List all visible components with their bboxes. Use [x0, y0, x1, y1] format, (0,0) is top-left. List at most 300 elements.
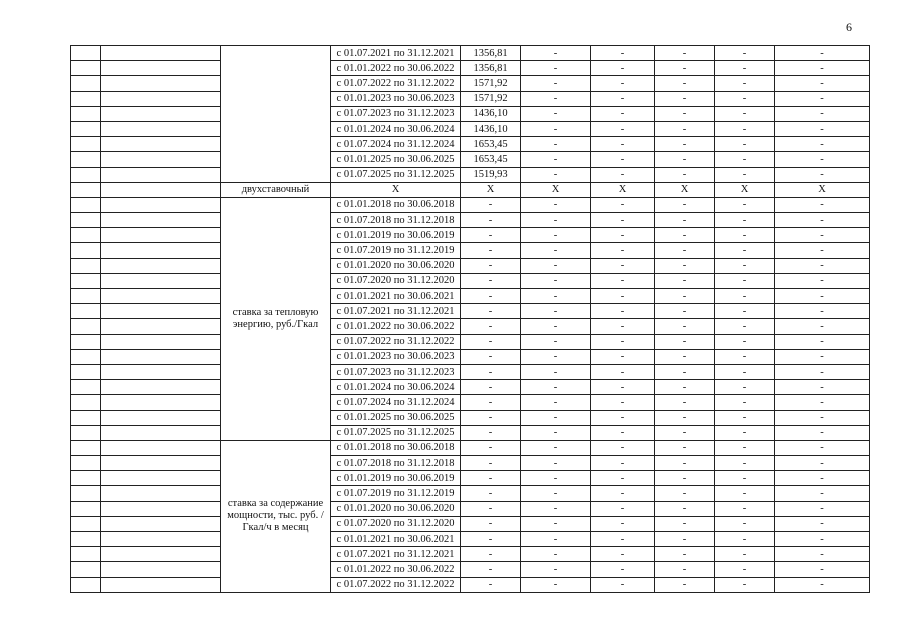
value-cell: - — [521, 380, 591, 395]
value-cell: - — [775, 395, 870, 410]
table-row — [71, 182, 870, 197]
value-cell: - — [655, 486, 715, 501]
value-cell: - — [461, 532, 521, 547]
value-cell: - — [775, 137, 870, 152]
row-number-cell — [71, 258, 101, 273]
value-cell: - — [461, 289, 521, 304]
table-row — [71, 213, 870, 228]
row-number-cell — [71, 440, 101, 455]
row-number-cell — [71, 547, 101, 562]
value-cell: - — [775, 380, 870, 395]
value-cell: - — [521, 516, 591, 531]
value-cell: - — [655, 289, 715, 304]
value-cell: - — [715, 380, 775, 395]
value-cell: - — [591, 319, 655, 334]
row-number-cell — [71, 349, 101, 364]
row-number-cell — [71, 46, 101, 61]
value-cell: - — [591, 501, 655, 516]
value-cell: - — [591, 456, 655, 471]
period-cell: с 01.07.2023 по 31.12.2023 — [331, 364, 461, 379]
value-cell: - — [591, 395, 655, 410]
organization-cell — [101, 440, 221, 455]
value-cell: - — [521, 349, 591, 364]
row-number-cell — [71, 91, 101, 106]
value-cell: - — [591, 46, 655, 61]
organization-cell — [101, 182, 221, 197]
value-cell: - — [715, 76, 775, 91]
rate-type-label — [221, 46, 331, 183]
value-cell: - — [521, 289, 591, 304]
row-number-cell — [71, 486, 101, 501]
value-cell: - — [775, 486, 870, 501]
value-cell: - — [521, 243, 591, 258]
value-cell: - — [521, 167, 591, 182]
value-cell: - — [715, 425, 775, 440]
row-number-cell — [71, 456, 101, 471]
period-cell: с 01.07.2024 по 31.12.2024 — [331, 395, 461, 410]
rate-type-label: ставка за содержание мощности, тыс. руб. /Гкал/ч в месяц — [221, 440, 331, 592]
value-cell: - — [715, 349, 775, 364]
value-cell: X — [521, 182, 591, 197]
value-cell: - — [591, 197, 655, 212]
value-cell: - — [775, 197, 870, 212]
value-cell: - — [715, 61, 775, 76]
period-cell: с 01.01.2018 по 30.06.2018 — [331, 440, 461, 455]
value-cell: - — [655, 334, 715, 349]
table-row — [71, 456, 870, 471]
value-cell: - — [591, 76, 655, 91]
table-row — [71, 197, 870, 212]
table-row — [71, 516, 870, 531]
value-cell: - — [521, 410, 591, 425]
value-cell: - — [461, 228, 521, 243]
value-cell: - — [715, 516, 775, 531]
value-cell: 1571,92 — [461, 76, 521, 91]
row-number-cell — [71, 334, 101, 349]
value-cell: - — [775, 334, 870, 349]
period-cell: с 01.07.2022 по 31.12.2022 — [331, 76, 461, 91]
value-cell: - — [715, 410, 775, 425]
value-cell: - — [591, 289, 655, 304]
value-cell: - — [655, 273, 715, 288]
period-cell: с 01.01.2025 по 30.06.2025 — [331, 410, 461, 425]
value-cell: - — [591, 547, 655, 562]
value-cell: - — [461, 471, 521, 486]
value-cell: - — [655, 395, 715, 410]
value-cell: - — [775, 364, 870, 379]
value-cell: - — [715, 304, 775, 319]
value-cell: - — [461, 243, 521, 258]
period-cell: с 01.01.2019 по 30.06.2019 — [331, 471, 461, 486]
organization-cell — [101, 532, 221, 547]
value-cell: - — [715, 213, 775, 228]
period-cell: с 01.07.2021 по 31.12.2021 — [331, 304, 461, 319]
value-cell: - — [521, 137, 591, 152]
organization-cell — [101, 577, 221, 592]
value-cell: - — [461, 304, 521, 319]
value-cell: - — [591, 152, 655, 167]
value-cell: - — [461, 395, 521, 410]
table-row — [71, 304, 870, 319]
value-cell: - — [715, 243, 775, 258]
value-cell: - — [591, 577, 655, 592]
value-cell: - — [715, 456, 775, 471]
value-cell: - — [655, 425, 715, 440]
value-cell: - — [715, 364, 775, 379]
value-cell: - — [775, 289, 870, 304]
organization-cell — [101, 547, 221, 562]
value-cell: - — [461, 425, 521, 440]
value-cell: - — [715, 91, 775, 106]
value-cell: - — [715, 258, 775, 273]
value-cell: - — [715, 440, 775, 455]
organization-cell — [101, 121, 221, 136]
value-cell: - — [521, 273, 591, 288]
value-cell: - — [655, 121, 715, 136]
value-cell: - — [715, 228, 775, 243]
value-cell: - — [655, 197, 715, 212]
organization-cell — [101, 46, 221, 61]
value-cell: - — [775, 562, 870, 577]
organization-cell — [101, 304, 221, 319]
table-row — [71, 547, 870, 562]
value-cell: - — [655, 577, 715, 592]
value-cell: - — [591, 562, 655, 577]
value-cell: - — [715, 289, 775, 304]
organization-cell — [101, 106, 221, 121]
value-cell: - — [775, 91, 870, 106]
period-cell: X — [331, 182, 461, 197]
value-cell: - — [715, 562, 775, 577]
table-row — [71, 562, 870, 577]
row-number-cell — [71, 471, 101, 486]
table-row — [71, 410, 870, 425]
organization-cell — [101, 501, 221, 516]
row-number-cell — [71, 137, 101, 152]
value-cell: - — [775, 61, 870, 76]
value-cell: - — [775, 258, 870, 273]
organization-cell — [101, 273, 221, 288]
value-cell: - — [775, 304, 870, 319]
value-cell: - — [521, 76, 591, 91]
value-cell: - — [715, 547, 775, 562]
organization-cell — [101, 425, 221, 440]
value-cell: - — [591, 334, 655, 349]
value-cell: - — [715, 167, 775, 182]
value-cell: - — [775, 410, 870, 425]
value-cell: - — [521, 471, 591, 486]
value-cell: - — [461, 486, 521, 501]
value-cell: 1519,93 — [461, 167, 521, 182]
table-row — [71, 501, 870, 516]
value-cell: - — [655, 258, 715, 273]
organization-cell — [101, 516, 221, 531]
value-cell: - — [461, 380, 521, 395]
value-cell: - — [655, 349, 715, 364]
value-cell: - — [715, 197, 775, 212]
period-cell: с 01.07.2020 по 31.12.2020 — [331, 516, 461, 531]
value-cell: - — [655, 304, 715, 319]
value-cell: - — [775, 471, 870, 486]
table-row — [71, 486, 870, 501]
value-cell: - — [715, 334, 775, 349]
row-number-cell — [71, 121, 101, 136]
period-cell: с 01.07.2020 по 31.12.2020 — [331, 273, 461, 288]
value-cell: - — [775, 228, 870, 243]
value-cell: - — [521, 152, 591, 167]
period-cell: с 01.07.2025 по 31.12.2025 — [331, 167, 461, 182]
value-cell: 1653,45 — [461, 152, 521, 167]
value-cell: - — [655, 364, 715, 379]
value-cell: - — [591, 258, 655, 273]
value-cell: - — [461, 410, 521, 425]
value-cell: - — [655, 471, 715, 486]
table-row — [71, 425, 870, 440]
value-cell: - — [521, 425, 591, 440]
value-cell: - — [655, 547, 715, 562]
value-cell: - — [655, 243, 715, 258]
value-cell: - — [591, 532, 655, 547]
table-row — [71, 349, 870, 364]
value-cell: - — [655, 76, 715, 91]
value-cell: - — [655, 501, 715, 516]
row-number-cell — [71, 304, 101, 319]
value-cell: - — [775, 167, 870, 182]
value-cell: 1653,45 — [461, 137, 521, 152]
row-number-cell — [71, 76, 101, 91]
table-row — [71, 273, 870, 288]
organization-cell — [101, 91, 221, 106]
value-cell: - — [521, 364, 591, 379]
value-cell: - — [521, 395, 591, 410]
value-cell: - — [775, 425, 870, 440]
value-cell: - — [591, 243, 655, 258]
value-cell: - — [521, 486, 591, 501]
organization-cell — [101, 486, 221, 501]
table-row — [71, 106, 870, 121]
value-cell: - — [521, 91, 591, 106]
period-cell: с 01.01.2022 по 30.06.2022 — [331, 562, 461, 577]
value-cell: - — [775, 76, 870, 91]
value-cell: - — [461, 213, 521, 228]
value-cell: - — [655, 213, 715, 228]
tariff-table — [70, 45, 870, 593]
period-cell: с 01.07.2022 по 31.12.2022 — [331, 577, 461, 592]
period-cell: с 01.01.2020 по 30.06.2020 — [331, 258, 461, 273]
row-number-cell — [71, 410, 101, 425]
value-cell: - — [461, 577, 521, 592]
value-cell: - — [461, 319, 521, 334]
period-cell: с 01.01.2024 по 30.06.2024 — [331, 121, 461, 136]
table-body — [71, 46, 870, 593]
period-cell: с 01.07.2024 по 31.12.2024 — [331, 137, 461, 152]
value-cell: - — [715, 532, 775, 547]
table-row — [71, 258, 870, 273]
value-cell: - — [591, 91, 655, 106]
value-cell: - — [591, 486, 655, 501]
organization-cell — [101, 334, 221, 349]
row-number-cell — [71, 516, 101, 531]
table-row — [71, 577, 870, 592]
value-cell: - — [715, 106, 775, 121]
value-cell: - — [591, 364, 655, 379]
value-cell: X — [591, 182, 655, 197]
table-row — [71, 243, 870, 258]
value-cell: - — [461, 562, 521, 577]
organization-cell — [101, 364, 221, 379]
value-cell: - — [655, 91, 715, 106]
value-cell: - — [591, 516, 655, 531]
value-cell: - — [715, 152, 775, 167]
row-number-cell — [71, 243, 101, 258]
table-row — [71, 152, 870, 167]
value-cell: 1356,81 — [461, 61, 521, 76]
row-number-cell — [71, 182, 101, 197]
value-cell: - — [591, 273, 655, 288]
row-number-cell — [71, 289, 101, 304]
period-cell: с 01.07.2019 по 31.12.2019 — [331, 243, 461, 258]
table-row — [71, 395, 870, 410]
table-row — [71, 76, 870, 91]
value-cell: - — [521, 501, 591, 516]
rate-type-label: двухставочный — [221, 182, 331, 197]
organization-cell — [101, 197, 221, 212]
row-number-cell — [71, 562, 101, 577]
value-cell: - — [591, 106, 655, 121]
value-cell: - — [715, 319, 775, 334]
row-number-cell — [71, 364, 101, 379]
period-cell: с 01.01.2023 по 30.06.2023 — [331, 349, 461, 364]
period-cell: с 01.07.2018 по 31.12.2018 — [331, 213, 461, 228]
table-row — [71, 334, 870, 349]
value-cell: - — [591, 440, 655, 455]
value-cell: 1571,92 — [461, 91, 521, 106]
organization-cell — [101, 395, 221, 410]
row-number-cell — [71, 61, 101, 76]
organization-cell — [101, 213, 221, 228]
organization-cell — [101, 471, 221, 486]
row-number-cell — [71, 395, 101, 410]
organization-cell — [101, 289, 221, 304]
value-cell: X — [655, 182, 715, 197]
period-cell: с 01.01.2022 по 30.06.2022 — [331, 61, 461, 76]
value-cell: - — [775, 456, 870, 471]
value-cell: - — [521, 304, 591, 319]
value-cell: - — [521, 577, 591, 592]
value-cell: - — [775, 440, 870, 455]
value-cell: - — [715, 121, 775, 136]
value-cell: - — [775, 273, 870, 288]
period-cell: с 01.01.2019 по 30.06.2019 — [331, 228, 461, 243]
value-cell: - — [655, 410, 715, 425]
organization-cell — [101, 319, 221, 334]
value-cell: X — [775, 182, 870, 197]
value-cell: - — [591, 167, 655, 182]
table-row — [71, 228, 870, 243]
value-cell: - — [775, 547, 870, 562]
value-cell: - — [521, 213, 591, 228]
row-number-cell — [71, 380, 101, 395]
period-cell: с 01.07.2019 по 31.12.2019 — [331, 486, 461, 501]
period-cell: с 01.07.2021 по 31.12.2021 — [331, 547, 461, 562]
row-number-cell — [71, 197, 101, 212]
value-cell: 1436,10 — [461, 121, 521, 136]
value-cell: - — [521, 106, 591, 121]
value-cell: - — [655, 152, 715, 167]
value-cell: 1436,10 — [461, 106, 521, 121]
table-row — [71, 137, 870, 152]
value-cell: - — [715, 395, 775, 410]
value-cell: - — [461, 547, 521, 562]
value-cell: - — [461, 440, 521, 455]
period-cell: с 01.07.2025 по 31.12.2025 — [331, 425, 461, 440]
organization-cell — [101, 410, 221, 425]
value-cell: - — [775, 516, 870, 531]
organization-cell — [101, 243, 221, 258]
value-cell: - — [521, 121, 591, 136]
value-cell: - — [655, 440, 715, 455]
organization-cell — [101, 61, 221, 76]
organization-cell — [101, 137, 221, 152]
row-number-cell — [71, 106, 101, 121]
period-cell: с 01.01.2025 по 30.06.2025 — [331, 152, 461, 167]
table-row — [71, 46, 870, 61]
value-cell: - — [461, 197, 521, 212]
value-cell: - — [591, 380, 655, 395]
organization-cell — [101, 167, 221, 182]
value-cell: - — [521, 562, 591, 577]
value-cell: - — [591, 349, 655, 364]
value-cell: - — [591, 304, 655, 319]
period-cell: с 01.07.2018 по 31.12.2018 — [331, 456, 461, 471]
value-cell: - — [655, 61, 715, 76]
period-cell: с 01.01.2023 по 30.06.2023 — [331, 91, 461, 106]
value-cell: - — [715, 137, 775, 152]
value-cell: 1356,81 — [461, 46, 521, 61]
organization-cell — [101, 76, 221, 91]
value-cell: - — [775, 243, 870, 258]
value-cell: - — [655, 167, 715, 182]
value-cell: - — [521, 440, 591, 455]
row-number-cell — [71, 167, 101, 182]
value-cell: - — [655, 228, 715, 243]
period-cell: с 01.01.2018 по 30.06.2018 — [331, 197, 461, 212]
row-number-cell — [71, 532, 101, 547]
period-cell: с 01.01.2022 по 30.06.2022 — [331, 319, 461, 334]
value-cell: - — [591, 121, 655, 136]
value-cell: - — [775, 213, 870, 228]
row-number-cell — [71, 273, 101, 288]
organization-cell — [101, 228, 221, 243]
value-cell: - — [521, 61, 591, 76]
period-cell: с 01.07.2021 по 31.12.2021 — [331, 46, 461, 61]
value-cell: - — [655, 319, 715, 334]
table-row — [71, 289, 870, 304]
value-cell: - — [775, 577, 870, 592]
value-cell: - — [775, 46, 870, 61]
value-cell: - — [715, 501, 775, 516]
value-cell: - — [591, 425, 655, 440]
row-number-cell — [71, 228, 101, 243]
value-cell: - — [461, 258, 521, 273]
value-cell: - — [715, 577, 775, 592]
value-cell: - — [775, 106, 870, 121]
value-cell: - — [591, 471, 655, 486]
organization-cell — [101, 152, 221, 167]
row-number-cell — [71, 577, 101, 592]
row-number-cell — [71, 425, 101, 440]
rate-type-label: ставка за тепловую энергию, руб./Гкал — [221, 197, 331, 440]
